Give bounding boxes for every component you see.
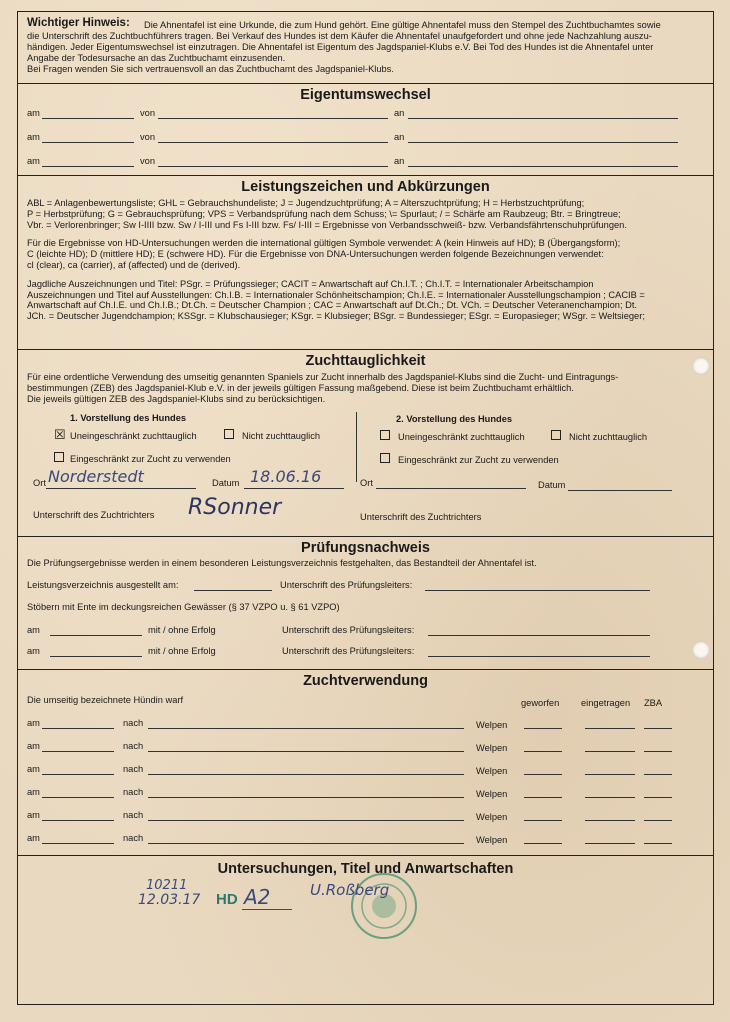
am-label: am <box>27 646 40 656</box>
vet-signature: U.Roßberg <box>310 881 390 899</box>
eingetragen-field[interactable] <box>585 728 635 729</box>
pruefungsleiter-label: Unterschrift des Prüfungsleiters: <box>280 580 413 590</box>
eingetragen-field[interactable] <box>585 820 635 821</box>
eigentum-title: Eigentumswechsel <box>300 87 431 103</box>
leistung-line: ABL = Anlagenbewertungsliste; GHL = Gebrauchshundeliste; J = Jugendzuchtprüfung; A = Alterszuchtprüfung; H = Herbstzuchtprüfung; <box>27 198 585 208</box>
leistung-section <box>18 176 713 350</box>
column-divider <box>356 412 357 482</box>
von-field[interactable] <box>158 118 388 119</box>
leistung-line: Vbr. = Verlorenbringer; Sw I-IIII bzw. Sw / I-III und Fs I-III bzw. Fs/ I-III = Ergebnisse von Verbandsschweiß- bzw. Verbandsfährtenschuhprüfungen. <box>27 219 627 230</box>
geworfen-field[interactable] <box>524 820 562 821</box>
zba-field[interactable] <box>644 728 672 729</box>
am-label: am <box>27 833 40 843</box>
eingetragen-field[interactable] <box>585 797 635 798</box>
nach-field[interactable] <box>148 797 464 798</box>
pruefungsleiter-label: Unterschrift des Prüfungsleiters: <box>282 646 415 656</box>
welpen-label: Welpen <box>476 835 508 845</box>
am-field[interactable] <box>42 820 114 821</box>
zucht-section <box>18 350 713 537</box>
nach-label: nach <box>123 810 144 820</box>
untersuchung-section <box>18 856 713 1006</box>
am-field[interactable] <box>42 118 134 119</box>
pruefung-title: Prüfungsnachweis <box>301 540 430 556</box>
nicht-checkbox-2[interactable] <box>551 430 561 440</box>
am-field[interactable] <box>42 728 114 729</box>
pruefungsleiter-field[interactable] <box>428 656 650 657</box>
leistung-line: Anwartschaft auf Ch.I.E. und Ch.I.B.; Dt.Ch. = Deutscher Champion ; CAC = Anwartschaft auf Dt.Ch.; Dt. VCh. = Deutscher Veteranenchampion; Dt. <box>27 300 638 311</box>
nach-label: nach <box>123 833 144 843</box>
zucht-intro: Für eine ordentliche Verwendung des umseitig genannten Spaniels zur Zucht innerhalb des Jagdspaniel-Klubs sind die Zucht- und Eintragungs- <box>27 372 619 382</box>
am-field[interactable] <box>42 166 134 167</box>
geworfen-field[interactable] <box>524 751 562 752</box>
nach-label: nach <box>123 764 144 774</box>
am-field[interactable] <box>42 774 114 775</box>
zba-field[interactable] <box>644 820 672 821</box>
zucht-title: Zuchttauglichkeit <box>305 353 426 369</box>
datum-field-1[interactable] <box>244 488 344 489</box>
am-field[interactable] <box>50 635 142 636</box>
von-field[interactable] <box>158 166 388 167</box>
hinweis-line: Angabe der Todesursache an das Zuchtbuchamt einzusenden. <box>27 53 286 63</box>
eigentum-section <box>18 84 713 176</box>
zucht-intro: Die jeweils gültigen ZEB des Jagdspaniel-Klubs sind zu berücksichtigen. <box>27 394 326 404</box>
am-label: am <box>27 625 40 635</box>
pruefungsleiter-label: Unterschrift des Prüfungsleiters: <box>282 625 415 635</box>
von-label: von <box>140 108 155 118</box>
untersuchung-title: Untersuchungen, Titel und Anwartschaften <box>217 861 514 877</box>
geworfen-field[interactable] <box>524 774 562 775</box>
am-field[interactable] <box>50 656 142 657</box>
pruefungsleiter-field[interactable] <box>425 590 650 591</box>
eingeschraenkt-checkbox-1[interactable] <box>54 452 64 462</box>
pruefungsleiter-field[interactable] <box>428 635 650 636</box>
hinweis-line: händigen. Jeder Eigentumswechsel ist einzutragen. Die Ahnentafel ist Eigentum des Jagdspaniel-Klubs e.V. Bei Tod des Hundes ist die Ahnentafel unter <box>27 42 654 52</box>
am-label: am <box>27 156 40 166</box>
nicht-checkbox-1[interactable] <box>224 429 234 439</box>
verwendung-title: Zuchtverwendung <box>303 673 428 689</box>
zuchtrichter-signature: RSonner <box>188 495 282 520</box>
zba-field[interactable] <box>644 843 672 844</box>
von-label: von <box>140 132 155 142</box>
leistung-line: P = Herbstprüfung; G = Gebrauchsprüfung; VPS = Verbandsprüfung nach dem Schuss; \= Spurlaut; / = Schärfe am Raubzeug; Btr. = Bringtreue; <box>27 208 621 219</box>
erfolg-label: mit / ohne Erfolg <box>148 646 216 656</box>
verwendung-section <box>18 670 713 856</box>
verwendung-intro: Die umseitig bezeichnete Hündin warf <box>27 695 184 705</box>
leistung-line: Jagdliche Auszeichnungen und Titel: PSgr. = Prüfungssieger; CACIT = Anwartschaft auf Ch.I.T. ; Ch.I.T. = Internationaler Arbeitschampion <box>27 278 594 289</box>
eingeschraenkt-label: Eingeschränkt zur Zucht zu verwenden <box>398 455 559 465</box>
welpen-label: Welpen <box>476 766 508 776</box>
zba-field[interactable] <box>644 774 672 775</box>
am-label: am <box>27 718 40 728</box>
eingeschraenkt-checkbox-2[interactable] <box>380 453 390 463</box>
leistung-line: JCh. = Deutscher Jugendchampion; KSSgr. = Klubschausieger; KSgr. = Klubsieger; BSgr. = Bundessieger; ESgr. = Europasieger; WSgr. = Weltsieger; <box>27 311 645 322</box>
uneingeschraenkt-checkbox-1[interactable]: ☒ <box>54 427 66 442</box>
am-label: am <box>27 741 40 751</box>
am-label: am <box>27 132 40 142</box>
hinweis-section <box>18 12 713 84</box>
nach-field[interactable] <box>148 751 464 752</box>
col-eingetragen: eingetragen <box>581 698 631 708</box>
datum-field-2[interactable] <box>568 490 672 491</box>
welpen-label: Welpen <box>476 789 508 799</box>
erfolg-label: mit / ohne Erfolg <box>148 625 216 635</box>
leistung-line: Für die Ergebnisse von HD-Untersuchungen werden die international gültigen Symbole verwendet: A (kein Hinweis auf HD); B (Übergangsform); <box>27 238 621 249</box>
verzeichnis-field[interactable] <box>194 590 272 591</box>
punch-hole <box>692 641 710 659</box>
leistung-line: Auszeichnungen und Titel auf Ausstellungen: Ch.I.B. = Internationaler Schönheitschampion; Ch.I.E. = Internationaler Ausstellungschampion ; CACIB = <box>27 289 645 300</box>
an-label: an <box>394 132 405 142</box>
an-label: an <box>394 108 405 118</box>
welpen-label: Welpen <box>476 812 508 822</box>
nicht-label: Nicht zuchttauglich <box>569 432 648 442</box>
zucht-intro: bestimmungen (ZEB) des Jagdspaniel-Klub e.V. in der jeweils gültigen Fassung maßgebend. Diese ist beim Zuchtbuchamt erhältlich. <box>27 383 574 393</box>
ort-value: Norderstedt <box>48 467 144 486</box>
ort-label: Ort <box>360 478 373 488</box>
verzeichnis-label: Leistungsverzeichnis ausgestellt am: <box>27 580 179 590</box>
an-label: an <box>394 156 405 166</box>
nach-label: nach <box>123 718 144 728</box>
an-field[interactable] <box>408 166 678 167</box>
nach-field[interactable] <box>148 843 464 844</box>
leistung-line <box>27 271 705 279</box>
leistung-text <box>27 198 705 322</box>
nach-field[interactable] <box>148 820 464 821</box>
datum-label: Datum <box>538 480 566 490</box>
welpen-label: Welpen <box>476 743 508 753</box>
col-geworfen: geworfen <box>521 698 560 708</box>
leistung-title: Leistungszeichen und Abkürzungen <box>241 179 490 195</box>
eingetragen-field[interactable] <box>585 774 635 775</box>
grade-underline <box>242 909 292 910</box>
welpen-label: Welpen <box>476 720 508 730</box>
ort-label: Ort <box>33 478 46 488</box>
datum-value: 18.06.16 <box>250 467 322 486</box>
leistung-line: C (leichte HD); D (mittlere HD); E (schwere HD). Für die Ergebnisse von DNA-Untersuchungen werden folgende Bezeichnungen verwendet: <box>27 249 604 260</box>
am-field[interactable] <box>42 797 114 798</box>
am-field[interactable] <box>42 843 114 844</box>
stoebern-label: Stöbern mit Ente im deckungsreichen Gewässer (§ 37 VZPO u. § 61 VZPO) <box>27 602 340 612</box>
am-label: am <box>27 108 40 118</box>
datum-label: Datum <box>212 478 240 488</box>
ort-field-1[interactable] <box>46 488 196 489</box>
geworfen-field[interactable] <box>524 843 562 844</box>
ort-field-2[interactable] <box>376 488 526 489</box>
leistung-line <box>27 230 705 238</box>
am-field[interactable] <box>42 142 134 143</box>
von-label: von <box>140 156 155 166</box>
zuchtrichter-label: Unterschrift des Zuchtrichters <box>33 510 155 520</box>
nicht-label: Nicht zuchttauglich <box>242 431 321 441</box>
pruefung-intro: Die Prüfungsergebnisse werden in einem besonderen Leistungsverzeichnis festgehalten, das Bestandteil der Ahnentafel ist. <box>27 558 537 568</box>
hinweis-line: die Unterschrift des Zuchtbuchführers tragen. Bei Verkauf des Hundes ist dem Käufer die Ahnentafel unaufgefordert und ohne jede Nachzahlung auszu- <box>27 31 652 41</box>
am-label: am <box>27 787 40 797</box>
second-presentation-title: 2. Vorstellung des Hundes <box>396 414 513 424</box>
zba-field[interactable] <box>644 751 672 752</box>
hd-stamp: HD <box>216 891 238 908</box>
leistung-line: cl (clear), ca (carrier), af (affected) und de (derived). <box>27 259 241 270</box>
hinweis-line: Die Ahnentafel ist eine Urkunde, die zum Hund gehört. Eine gültige Ahnentafel muss den Stempel des Zuchtbuchamtes sowie <box>144 20 661 30</box>
am-field[interactable] <box>42 751 114 752</box>
nach-field[interactable] <box>148 728 464 729</box>
exam-number: 10211 <box>146 878 188 893</box>
uneingeschraenkt-label: Uneingeschränkt zuchttauglich <box>398 432 525 442</box>
nach-label: nach <box>123 787 144 797</box>
zba-field[interactable] <box>644 797 672 798</box>
eingetragen-field[interactable] <box>585 843 635 844</box>
nach-field[interactable] <box>148 774 464 775</box>
an-field[interactable] <box>408 118 678 119</box>
uneingeschraenkt-label: Uneingeschränkt zuchttauglich <box>70 431 197 441</box>
eingeschraenkt-label: Eingeschränkt zur Zucht zu verwenden <box>70 454 231 464</box>
eingetragen-field[interactable] <box>585 751 635 752</box>
exam-date: 12.03.17 <box>138 892 201 908</box>
von-field[interactable] <box>158 142 388 143</box>
am-label: am <box>27 810 40 820</box>
col-zba: ZBA <box>644 698 663 708</box>
uneingeschraenkt-checkbox-2[interactable] <box>380 430 390 440</box>
nach-label: nach <box>123 741 144 751</box>
punch-hole <box>692 357 710 375</box>
hd-grade: A2 <box>244 885 271 909</box>
zuchtrichter-label: Unterschrift des Zuchtrichters <box>360 512 482 522</box>
first-presentation-title: 1. Vorstellung des Hundes <box>70 413 187 423</box>
hinweis-title: Wichtiger Hinweis: <box>27 17 130 29</box>
geworfen-field[interactable] <box>524 728 562 729</box>
am-label: am <box>27 764 40 774</box>
document-page <box>17 11 714 1005</box>
geworfen-field[interactable] <box>524 797 562 798</box>
an-field[interactable] <box>408 142 678 143</box>
hinweis-line: Bei Fragen wenden Sie sich vertrauensvoll an das Zuchtbuchamt des Jagdspaniel-Klubs. <box>27 64 394 74</box>
pruefung-section <box>18 537 713 670</box>
